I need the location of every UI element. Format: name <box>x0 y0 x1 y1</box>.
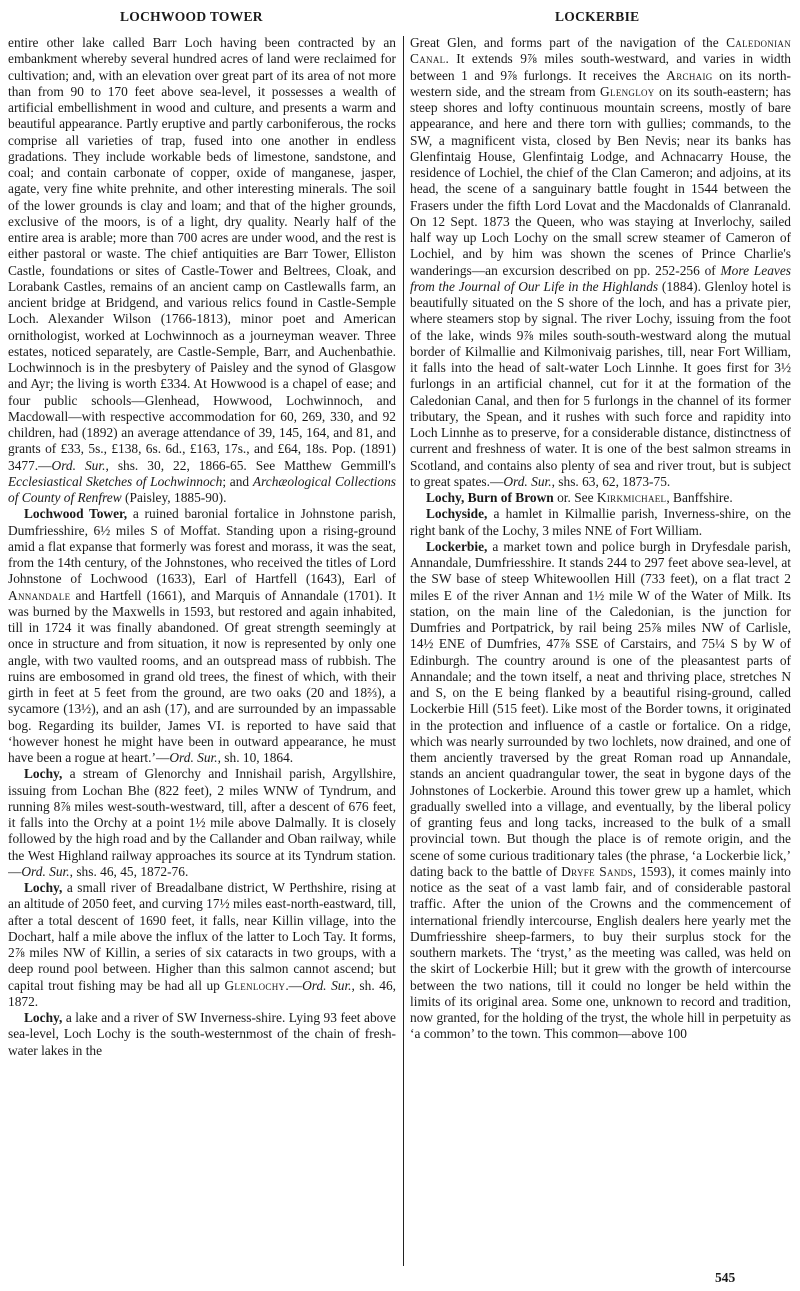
entry-lochyside: Lochyside, a hamlet in Kilmallie parish, Inverness-shire, on the right bank of the Lochy, 3 miles NNE of Fort William. <box>410 506 791 538</box>
entry-lochy-glenorchy: Lochy, a stream of Glenorchy and Innishail parish, Argyllshire, issuing from Lochan Bhe (822 feet), 2 miles WNW of Tyndrum, and running 8⅞ miles west-south-westward, till, after a descent of 676 feet, it falls into the Orchy at a point 1½ mile above Dalmally. It is closely followed by the high road and by the Callander and Oban railway, while the West Highland railway approaches its source at its Tyndrum station.—Ord. Sur., shs. 46, 45, 1872-76. <box>8 766 396 879</box>
headword: Lochwood Tower, <box>24 506 128 522</box>
entry-lockerbie: Lockerbie, a market town and police burgh in Dryfesdale parish, Annandale, Dumfriesshire. It stands 244 to 297 feet above sea-level, at the SW base of steep Whitewoollen Hill (733 feet), on a flat tract 2 miles E of the river Annan and 1½ mile W of the Water of Milk. Its station, on the main line of the Caledonian, is the junction for Dumfries and Portpatrick, by rail being 25⅞ miles NW of Carlisle, 14½ ENE of Dumfries, 47⅞ SSE of Carstairs, and 75¼ S by W of Edinburgh. The country around is one of the pleasantest parts of Annandale; and the town itself, a neat and thriving place, stretches N and S, on the E being flanked by a beautiful rising-ground, called Lockerbie Hill (515 feet). Like most of the Border towns, it originated in the protection and influence of a castle or fortalice. On a ridge, which was nearly surrounded by two lochlets, now drained, and one of them anciently traversed by the great Roman road up Annandale, stands an ancient quadrangular tower, the seat in bygone days of the Johnstones of Lockerbie. Around this tower grew up a hamlet, which gradually swelled into a village, and eventually, by the liberal policy of granting feus and long tacks, increased to the bulk of a small provincial town. But though the place is of remote origin, and the scene of some curious traditionary tales (the phrase, ‘a Lockerbie lick,’ dating back to the battle of Dryfe Sands, 1593), it comes mainly into notice as the seat of a vast lamb fair, and of considerable pastoral traffic. After the union of the Crowns and the commencement of international friendly intercourse, English dealers here yearly met the Dumfriesshire sheep-farmers, to buy their surplus stock for the southern markets. The ‘tryst,’ as the meeting was called, was held on the skirt of Lockerbie Hill; but it grew with the growth of intercourse between the two nations, till it could no longer be held within the limits of its original area. Some one, unknown to record and tradition, now granted, for the holding of the tryst, the whole hill in perpetuity as ‘a common’ to the town. This common—above 100 <box>410 538 791 1042</box>
column-divider <box>403 36 404 1266</box>
headword: Lochy, <box>24 1010 63 1025</box>
headword: Lochy, <box>24 880 63 895</box>
entry-lochwinnoch-continued: entire other lake called Barr Loch having been contracted by an embankment whereby several hundred acres of land were reclaimed for cultivation; and, with an elevation over great part of its area of not more than from 90 to 170 feet above sea-level, it possesses a wealth of artificial embellishment in wood and culture, and presents a warm and beautiful appearance. Partly eruptive and partly carboniferous, the rocks comprise all varieties of trap, fused into one another in endless gradations. They include workable beds of limestone, sandstone, and coal; and contain carbonate of copper, oxide of manganese, jasper, agate, very fine white prehnite, and other interesting minerals. The soil of the lower grounds is clay and loam; and that of the higher grounds, exclusive of the moors, is of a light, dry quality. Nearly half of the entire area is arable; more than 700 acres are under wood, and the rest is either pastoral or waste. The chief antiquities are Barr Tower, Elliston Castle, foundations or sites of Castle-Tower and Beltrees, Cloak, and Lorabank Castles, remains of an ancient camp on Castlewalls farm, an ancient bridge at Bridgend, and various relics found in Castle-Semple Loch. Alexander Wilson (1766-1813), minor poet and American ornithologist, worked at Lochwinnoch as a journeyman weaver. Three estates, noticed separately, are Castle-Semple, Barr, and Auchenbathie. Lochwinnoch is in the presbytery of Paisley and the synod of Glasgow and Ayr; the living is worth £334. At Howwood is a chapel of ease; and four public schools—Glenhead, Howwood, Lochwinnoch, and Macdowall—with respective accommodation for 60, 269, 330, and 92 children, had (1892) an average attendance of 39, 145, 164, and 81, and grants of £33, 5s., £138, 6s. 6d., £163, 17s., and £64, 18s. Pop. (1891) 3477.—Ord. Sur., shs. 30, 22, 1866-65. See Matthew Gemmill's Ecclesiastical Sketches of Lochwinnoch; and Archæological Collections of County of Renfrew (Paisley, 1885-90). <box>8 35 396 505</box>
entry-lochy-burn-of-brown: Lochy, Burn of Brown or. See Kirkmichael, Banffshire. <box>426 490 733 505</box>
entry-lochwood-tower: Lochwood Tower, a ruined baronial fortalice in Johnstone parish, Dumfriesshire, 6½ miles S of Moffat. Standing upon a rising-ground amid a flat expanse that formerly was forest and morass, it was the seat, from the 14th century, of the Johnstones, who received the titles of Lord Johnstone of Lochwood (1633), Earl of Hartfell (1643), Earl of Annandale and Hartfell (1661), and Marquis of Annandale (1701). It was burned by the Maxwells in 1593, but restored and again inhabited, till in 1724 it was finally abandoned. Of great strength seemingly at once in structure and from situation, it now is represented by only one angle, with two vaulted rooms, and an outspread mass of rubbish. The ruins are embosomed in grand old trees, the finest of which, with their girth in feet at 5 feet from the ground, are two oaks (20 and 18⅔), a sycamore (13½), and an ash (17), and are surrounded by an impassable bog. Regarding its builder, James VI. is reported to have said that ‘however honest he might have been in outward appearance, he must have been a rogue at heart.’—Ord. Sur., sh. 10, 1864. <box>8 506 396 765</box>
left-column <box>8 35 396 1271</box>
headword: Lochy, Burn of Brown <box>426 490 554 505</box>
entry-lochy-inverness-continued: Great Glen, and forms part of the navigation of the Caledonian Canal. It extends 9⅞ miles south-westward, and varies in width between 1 and 9⅞ furlongs. It receives the Archaig on its north-western side, and the stream from Glengloy on its south-eastern; has steep shores and lofty continuous mountain screens, mostly of bare appearance, and here and there torn with gullies; commands, to the SW, a magnificent vista, closed by Ben Nevis; near its banks has Glenfintaig House, Glenfintaig Lodge, and Achnacarry House, the residence of Lochiel, the chief of the Clan Cameron; and adjoins, at its head, the scene of a sanguinary battle fought in 1544 between the Frasers under the fifth Lord Lovat and the Macdonalds of Clanranald. On 12 Sept. 1873 the Queen, who was staying at Inverlochy, sailed half way up Loch Lochy on the small screw steamer of Cameron of Lochiel, and by him was shown the scenes of Prince Charlie's wanderings—an excursion described on pp. 252-256 of More Leaves from the Journal of Our Life in the Highlands (1884). Glenloy hotel is beautifully situated on the S shore of the loch, and has a private pier, where steamers stop by signal. The river Lochy, issuing from the foot of the lake, winds 9⅞ miles south-south-westward along the mutual border of Kilmallie and Kilmonivaig parishes, till, near Fort William, it falls into the head of salt-water Loch Linnhe. It goes first for 3½ furlongs in an artificial channel, cut for it at the formation of the Caledonian Canal, and then for 5 furlongs in the channel of its former tributary, the Spean, and it rushes with such force and rapidity into Loch Linnhe as to preserve, for a considerable distance, distinctness of current and freshness of water. It is one of the best salmon streams in Scotland, and contains also plenty of sea and river trout, but is subject to great spates.—Ord. Sur., shs. 63, 62, 1873-75. <box>410 35 791 489</box>
header-right-title: LOCKERBIE <box>555 9 640 24</box>
headword: Lochy, <box>24 766 63 782</box>
right-column <box>410 35 791 1271</box>
entry-lochy-breadalbane: Lochy, a small river of Breadalbane district, W Perthshire, rising at an altitude of 2050 feet, and curving 17½ miles east-north-eastward, till, after a total descent of 1690 feet, it falls, near Killin village, into the Dochart, half a mile above the influx of the latter to Loch Tay. It forms, 2⅞ miles NW of Killin, a series of six cataracts in two groups, with a deep round pool between. Higher than this salmon cannot ascend; but capital trout fishing may be had all up Glenlochy.—Ord. Sur., sh. 46, 1872. <box>8 880 396 1009</box>
header-left-title: LOCHWOOD TOWER <box>120 9 263 24</box>
entry-lochy-inverness: Lochy, a lake and a river of SW Inverness-shire. Lying 93 feet above sea-level, Loch Lochy is the south-westernmost of the chain of fresh-water lakes in the <box>8 1010 396 1058</box>
running-header <box>0 9 800 29</box>
page-number: 545 <box>715 1270 736 1285</box>
headword: Lochyside, <box>426 506 488 522</box>
headword: Lockerbie, <box>426 538 488 554</box>
